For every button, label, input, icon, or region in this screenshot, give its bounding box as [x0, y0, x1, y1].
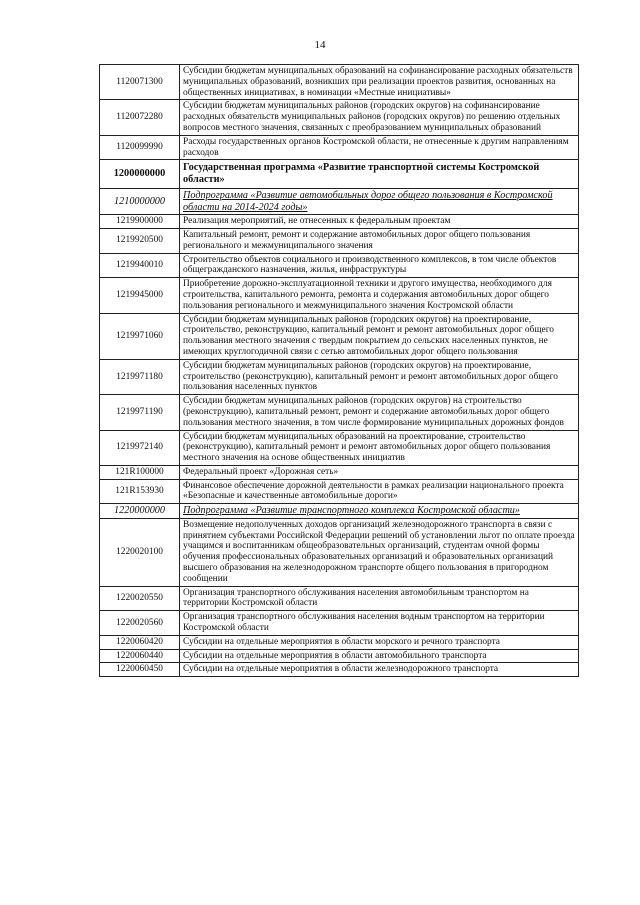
code-cell: 121R100000 [100, 465, 180, 479]
code-cell: 1220000000 [100, 504, 180, 519]
code-cell: 1219900000 [100, 215, 180, 229]
table-row [100, 395, 579, 430]
description-cell: Субсидии бюджетам муниципальных районов (городских округов) на софинансирование расходных обязательств муниципальных районов (городских округов) по решению отдельных вопросов местного значения, связанных с преобразованием муниципальных образований [180, 100, 579, 135]
table-row [100, 253, 579, 278]
table-row [100, 479, 579, 504]
table-row [100, 135, 579, 160]
description-cell: Организация транспортного обслуживания населения автомобильным транспортом на территории Костромской области [180, 586, 579, 611]
description-cell: Организация транспортного обслуживания населения водным транспортом на территории Костромской области [180, 611, 579, 636]
table-row [100, 586, 579, 611]
description-cell: Подпрограмма «Развитие транспортного комплекса Костромской области» [180, 504, 579, 519]
description-cell: Капитальный ремонт, ремонт и содержание автомобильных дорог общего пользования регионального и межмуниципального значения [180, 228, 579, 253]
code-cell: 1219945000 [100, 278, 180, 313]
code-cell: 1219971180 [100, 359, 180, 394]
table-row [100, 611, 579, 636]
table-row [100, 313, 579, 359]
description-cell: Субсидии на отдельные мероприятия в области железнодорожного транспорта [180, 663, 579, 677]
code-cell: 1219971060 [100, 313, 180, 359]
code-cell: 1210000000 [100, 188, 180, 214]
code-cell: 1220060440 [100, 649, 180, 663]
table-row [100, 465, 579, 479]
description-cell: Подпрограмма «Развитие автомобильных дорог общего пользования в Костромской области на 2014-2024 годы» [180, 188, 579, 214]
description-cell: Государственная программа «Развитие транспортной системы Костромской области» [180, 160, 579, 189]
page-number: 14 [314, 39, 326, 51]
description-cell: Финансовое обеспечение дорожной деятельности в рамках реализации национального проекта «Безопасные и качественные автомобильные дороги» [180, 479, 579, 504]
table-row [100, 430, 579, 465]
code-cell: 1120071300 [100, 65, 180, 100]
subprogram-row [100, 504, 579, 519]
code-cell: 1120072280 [100, 100, 180, 135]
code-cell: 1219971190 [100, 395, 180, 430]
code-cell: 1200000000 [100, 160, 180, 189]
budget-code-table [99, 64, 579, 677]
program-row [100, 160, 579, 189]
table-row [100, 649, 579, 663]
description-cell: Возмещение недополученных доходов организаций железнодорожного транспорта в связи с принятием субъектами Российской Федерации решений об установлении льгот по оплате проезда учащимся и воспитанникам общеобразовательных организаций, студентам очной формы обучения профессиональных образовательных организаций и образовательных организаций высшего образования на железнодорожном транспорте общего пользования в пригородном сообщении [180, 518, 579, 586]
description-cell: Субсидии бюджетам муниципальных районов (городских округов) на строительство (реконструкцию), капитальный ремонт, ремонт и содержание автомобильных дорог общего пользования местного значения, в том числе формирование муниципальных дорожных фондов [180, 395, 579, 430]
description-cell: Приобретение дорожно-эксплуатационной техники и другого имущества, необходимого для строительства, капитального ремонта, ремонта и содержания автомобильных дорог общего пользования регионального и межмуниципального значения Костромской области [180, 278, 579, 313]
table-row [100, 663, 579, 677]
table-row [100, 65, 579, 100]
description-cell: Субсидии на отдельные мероприятия в области автомобильного транспорта [180, 649, 579, 663]
description-cell: Субсидии бюджетам муниципальных районов (городских округов) на проектирование, строительство (реконструкцию), капитальный ремонт и ремонт автомобильных дорог общего пользования населенных пунктов [180, 359, 579, 394]
table-row [100, 228, 579, 253]
description-cell: Субсидии бюджетам муниципальных районов (городских округов) на проектирование, строительство, реконструкцию, капитальный ремонт и ремонт автомобильных дорог общего пользования местного значения с твердым покрытием до сельских населенных пунктов, не имеющих круглогодичной связи с сетью автомобильных дорог общего пользования [180, 313, 579, 359]
description-cell: Субсидии бюджетам муниципальных образований на проектирование, строительство (реконструкцию), капитальный ремонт и ремонт автомобильных дорог общего пользования местного значения на основе общественных инициатив [180, 430, 579, 465]
code-cell: 1220020560 [100, 611, 180, 636]
subprogram-row [100, 188, 579, 214]
description-cell: Расходы государственных органов Костромской области, не отнесенные к другим направлениям расходов [180, 135, 579, 160]
code-cell: 1219940010 [100, 253, 180, 278]
code-cell: 1220060450 [100, 663, 180, 677]
code-cell: 121R153930 [100, 479, 180, 504]
description-cell: Федеральный проект «Дорожная сеть» [180, 465, 579, 479]
description-cell: Строительство объектов социального и производственного комплексов, в том числе объектов общегражданского назначения, жилья, инфраструктуры [180, 253, 579, 278]
code-cell: 1219920500 [100, 228, 180, 253]
description-cell: Реализация мероприятий, не отнесенных к федеральным проектам [180, 215, 579, 229]
table-row [100, 359, 579, 394]
code-cell: 1120099990 [100, 135, 180, 160]
code-cell: 1220060420 [100, 635, 180, 649]
table-row [100, 278, 579, 313]
table-row [100, 215, 579, 229]
table-row [100, 100, 579, 135]
description-cell: Субсидии на отдельные мероприятия в области морского и речного транспорта [180, 635, 579, 649]
description-cell: Субсидии бюджетам муниципальных образований на софинансирование расходных обязательств муниципальных образований, возникших при реализации проектов развития, основанных на общественных инициативах, в номинации «Местные инициативы» [180, 65, 579, 100]
table-row [100, 635, 579, 649]
code-cell: 1220020550 [100, 586, 180, 611]
code-cell: 1220020100 [100, 518, 180, 586]
code-cell: 1219972140 [100, 430, 180, 465]
table-row [100, 518, 579, 586]
